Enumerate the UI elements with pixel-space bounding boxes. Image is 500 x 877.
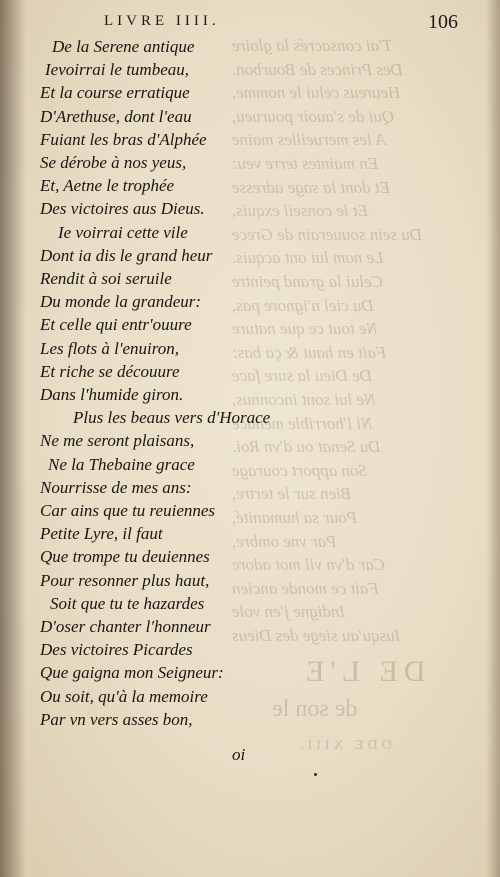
- bleed-through-line: Fait ce monde ancien: [232, 578, 379, 598]
- verse-line: D'oser chanter l'honneur: [40, 617, 211, 636]
- verse-line: Ne la Thebaine grace: [48, 454, 195, 474]
- verse-line: Des victoires Picardes: [40, 640, 193, 660]
- bleed-through-line: Du sein souuerain de Grece: [232, 224, 423, 244]
- verse-line: Ne me seront plaisans,: [40, 431, 195, 451]
- verse-line: Ou soit, qu'à la memoire: [40, 686, 208, 706]
- page-number: 106: [428, 11, 458, 33]
- verse-line: Ie voirrai cette vile: [58, 222, 188, 242]
- verse-line: Que trompe tu deuiennes: [40, 547, 210, 567]
- bleed-through-line: Son apport courage: [232, 460, 368, 480]
- verse-line: Soit que tu te hazardes: [50, 593, 205, 613]
- bleed-through-line: Par vne ombre,: [232, 531, 337, 551]
- verse-line: Nourrisse de mes ans:: [40, 477, 192, 497]
- bleed-through-line: Heureus celui le nomme,: [232, 83, 401, 103]
- page-edge-shadow: [486, 0, 500, 877]
- bleed-through-line: Et le conseil exquis,: [232, 201, 368, 221]
- verse-line: Et riche se découure: [40, 361, 180, 381]
- bleed-through-line: De Dieu la sure face: [232, 366, 373, 386]
- bleed-through-line: Bien sur le tertre,: [232, 484, 352, 504]
- verse-line: Plus les beaus vers d'Horace: [73, 408, 271, 428]
- bleed-through-line: Le nom lui ont acquis.: [232, 248, 384, 268]
- bleed-through-line: A les merueilles maine: [232, 130, 387, 150]
- bleed-through-label: ODE XIII.: [296, 738, 392, 753]
- verse-line: Les flots à l'enuiron,: [40, 338, 180, 358]
- bleed-through-line: Iusqu'au siege des Dieus: [232, 626, 401, 645]
- running-header: LIVRE IIII.: [104, 13, 220, 29]
- bleed-through-line: Qui de s'auoir pourueu,: [232, 106, 395, 126]
- verse-line: Que gaigna mon Seigneur:: [40, 663, 224, 683]
- ink-dot: [314, 773, 317, 776]
- verse-line: Et, Aetne le trophée: [40, 176, 175, 196]
- bleed-through-heading: DE L'E: [300, 655, 426, 688]
- verse-line: Rendit à soi seruile: [40, 269, 172, 288]
- bleed-through-line: Ni l'horrible menace: [232, 413, 373, 433]
- bleed-through-line: Indigne j'en vole: [232, 602, 346, 622]
- bleed-through-line: Ne lui sont inconnus,: [232, 390, 376, 409]
- bleed-through-line: T'ai consacrés la gloire: [232, 36, 393, 55]
- verse-line: Des victoires aus Dieus.: [40, 199, 205, 219]
- gutter-shadow: [0, 0, 26, 877]
- bleed-through-line: Des Princes de Bourbon.: [232, 59, 403, 79]
- bleed-through-line: Car d'vn vil mot adore: [232, 555, 386, 575]
- catchword: oi: [232, 745, 246, 764]
- verse-line: Car ains que tu reuiennes: [40, 501, 216, 520]
- bleed-through-line: Du Senat ou d'vn Roi.: [232, 437, 381, 457]
- verse-line: Ievoirrai le tumbeau,: [45, 60, 189, 80]
- verse-line: De la Serene antique: [52, 37, 195, 56]
- bleed-through-line: Pour sa humanité,: [232, 508, 358, 527]
- verse-line: Et celle qui entr'ouure: [40, 315, 192, 335]
- verse-line: D'Arethuse, dont l'eau: [40, 106, 192, 126]
- verse-line: Petite Lyre, il faut: [40, 524, 163, 544]
- bleed-through-line: Et dont la sage adresse: [232, 177, 391, 197]
- verse-line: Se dérobe à nos yeus,: [40, 153, 187, 172]
- verse-line: Dont ia dis le grand heur: [40, 245, 213, 265]
- bleed-through-line: Ne tout ce que nature: [232, 319, 378, 339]
- verse-line: Dans l'humide giron.: [40, 385, 184, 404]
- verse-line: Par vn vers asses bon,: [40, 709, 193, 729]
- bleed-through-line: Du ciel n'ignore pas,: [232, 295, 374, 315]
- bleed-through-subheading: de son le: [272, 696, 358, 722]
- verse-line: Fuiant les bras d'Alphée: [40, 129, 207, 149]
- verse-line: Et la course erratique: [40, 83, 190, 103]
- bleed-through-line: Fait en haut & ça bas:: [232, 342, 387, 362]
- verse-line: Pour resonner plus haut,: [40, 570, 210, 590]
- bleed-through-line: Celui la grand peintre: [232, 272, 383, 291]
- bleed-through-line: En maintes terre veu:: [232, 154, 379, 173]
- verse-line: Du monde la grandeur:: [40, 292, 202, 312]
